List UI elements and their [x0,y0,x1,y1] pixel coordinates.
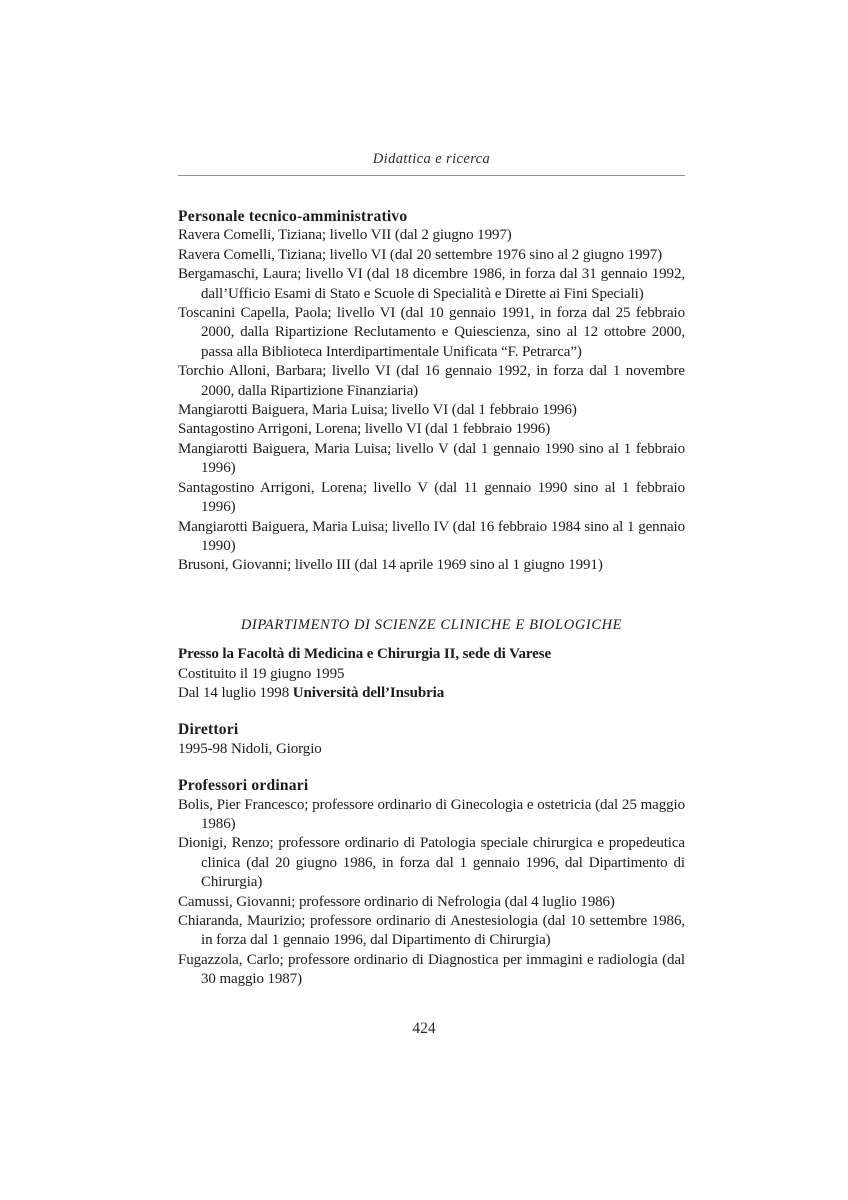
section-title-direttori: Direttori [178,721,239,739]
personnel-entry: Mangiarotti Baiguera, Maria Luisa; livello VI (dal 1 febbraio 1996) [178,402,577,419]
professor-entry: Fugazzola, Carlo; professore ordinario di Diagnostica per immagini e radiologia (dal 30 maggio 1987) [178,951,685,988]
professor-entry: Camussi, Giovanni; professore ordinario di Nefrologia (dal 4 luglio 1986) [178,893,615,910]
header-rule [178,175,685,176]
personnel-entry: Santagostino Arrigoni, Lorena; livello V (dal 11 gennaio 1990 sino al 1 febbraio 1996) [178,479,685,516]
dept-renamed-prefix: Dal 14 luglio 1998 [178,684,293,701]
section-personale [178,207,685,576]
dept-seat-line: Presso la Facoltà di Medicina e Chirurgia II, sede di Varese [178,646,552,663]
personnel-entry: Brusoni, Giovanni; livello III (dal 14 aprile 1969 sino al 1 giugno 1991) [178,557,603,574]
page-number: 424 [412,1020,436,1037]
professor-entry: Dionigi, Renzo; professore ordinario di Patologia speciale chirurgica e propedeutica clinica (dal 20 giugno 1986, in forza dal 1 gennaio 1996, dal Dipartimento di Chirurgia) [178,835,685,891]
personnel-entry: Ravera Comelli, Tiziana; livello VI (dal 20 settembre 1976 sino al 2 giugno 1997) [178,246,663,263]
personnel-entry: Bergamaschi, Laura; livello VI (dal 18 dicembre 1986, in forza dal 31 gennaio 1992, dall’Ufficio Esami di Stato e Scuole di Specialità e Dirette ai Fini Speciali) [178,266,685,302]
text-column [178,0,685,990]
university-name-bold: Università dell’Insubria [292,684,445,701]
section-title-personale: Personale tecnico-amministrativo [178,208,408,225]
personnel-entry: Toscanini Capella, Paola; livello VI (dal 10 gennaio 1991, in forza dal 25 febbraio 2000, dalla Ripartizione Reclutamento e Quiescienza, sino al 12 ottobre 2000, passa alla Biblioteca Interdipartimentale Unificata “F. Petrarca”) [178,305,685,360]
professor-entry: Chiaranda, Maurizio; professore ordinario di Anestesiologia (dal 10 settembre 1986, in forza dal 1 gennaio 1996, dal Dipartimento di Chirurgia) [178,913,685,949]
department-heading: DIPARTIMENTO DI SCIENZE CLINICHE E BIOLOGICHE [240,616,623,633]
personnel-entry: Torchio Alloni, Barbara; livello VI (dal 16 gennaio 1992, in forza dal 1 novembre 2000, dalla Ripartizione Finanziaria) [178,363,685,399]
director-entry: 1995-98 Nidoli, Giorgio [178,740,322,757]
section-title-professori-ordinari: Professori ordinari [178,777,309,795]
section-dipartimento [178,616,685,990]
personnel-entry: Mangiarotti Baiguera, Maria Luisa; livello IV (dal 16 febbraio 1984 sino al 1 gennaio 1990) [178,518,685,554]
professor-entry: Bolis, Pier Francesco; professore ordinario di Ginecologia e ostetricia (dal 25 maggio 1986) [178,796,685,832]
personnel-entry: Ravera Comelli, Tiziana; livello VII (dal 2 giugno 1997) [178,227,512,244]
personnel-entry: Mangiarotti Baiguera, Maria Luisa; livello V (dal 1 gennaio 1990 sino al 1 febbraio 1996) [178,440,685,477]
running-header: Didattica e ricerca [372,151,491,167]
dept-renamed-line [178,684,685,703]
personnel-entry: Santagostino Arrigoni, Lorena; livello VI (dal 1 febbraio 1996) [178,421,551,438]
dept-founded-line: Costituito il 19 giugno 1995 [178,665,345,682]
page-body [178,207,685,990]
